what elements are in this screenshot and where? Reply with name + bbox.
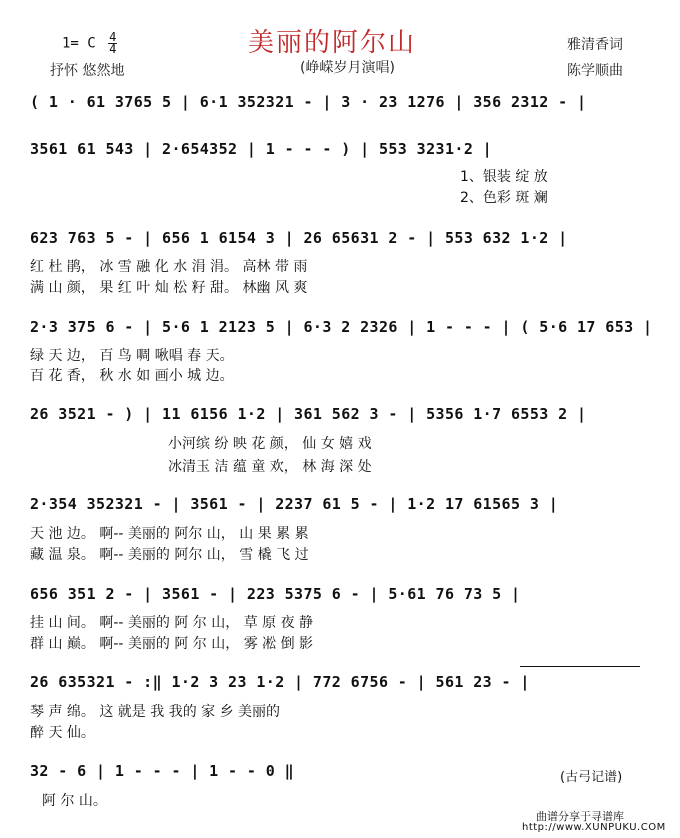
key-signature: 1= C $\frac{4}{4}$ xyxy=(62,30,117,56)
site-url-watermark[interactable]: http://www.XUNPUKU.COM xyxy=(522,822,666,833)
system-7-lyric-1: 挂 山 间。 啊-- 美丽的 阿 尔 山， 草 原 夜 静 xyxy=(30,615,314,631)
system-3-notation: 623 763 5 - | 656 1 6154 3 | 26 65631 2 - | 553 632 1·2 | xyxy=(30,229,568,247)
tempo-mood: 抒怀 悠然地 xyxy=(50,63,125,79)
system-8-lyric-1: 琴 声 绵。 这 就是 我 我的 家 乡 美丽的 xyxy=(30,704,281,720)
system-7-notation: 656 351 2 - | 3561 - | 223 5375 6 - | 5·61 76 73 5 | xyxy=(30,585,521,603)
system-9-lyric-1: 阿 尔 山。 xyxy=(42,793,107,809)
system-7-lyric-2: 群 山 巅。 啊-- 美丽的 阿 尔 山， 雾 凇 倒 影 xyxy=(30,636,314,652)
system-4-lyric-1: 绿 天 边， 百 鸟 啁 啾唱 春 天。 xyxy=(30,348,234,364)
system-5-lyric-1: 小河缤 纷 映 花 颜， 仙 女 嬉 戏 xyxy=(168,436,372,452)
system-8-lyric-2: 醉 天 仙。 xyxy=(30,725,95,741)
system-2-lyric-1: 1、银装 绽 放 xyxy=(460,169,548,185)
system-6-lyric-2: 藏 温 泉。 啊-- 美丽的 阿尔 山， 雪 橇 飞 过 xyxy=(30,547,309,563)
slur-line xyxy=(520,666,640,667)
system-4-notation: 2·3 375 6 - | 5·6 1 2123 5 | 6·3 2 2326 | 1 - - - | ( 5·6 17 653 | xyxy=(30,318,653,336)
system-8-notation: 26 635321 - :‖ 1·2 3 23 1·2 | 772 6756 - | 561 23 - | xyxy=(30,673,530,691)
system-3-lyric-2: 满 山 颜， 果 红 叶 灿 松 籽 甜。 林幽 风 爽 xyxy=(30,280,308,296)
system-1-notation: ( 1 · 61 3765 5 | 6·1 352321 - | 3 · 23 1276 | 356 2312 - | xyxy=(30,93,587,111)
system-2-lyric-2: 2、色彩 斑 斓 xyxy=(460,190,548,206)
system-4-lyric-2: 百 花 香， 秋 水 如 画小 城 边。 xyxy=(30,368,234,384)
time-signature: $\frac{4}{4}$ xyxy=(109,30,117,56)
transcriber-credit: (古弓记谱) xyxy=(560,770,623,785)
performer-credit: (峥嵘岁月演唱) xyxy=(300,60,395,76)
system-5-lyric-2: 冰清玉 洁 蕴 童 欢， 林 海 深 处 xyxy=(168,459,372,475)
system-9-notation: 32 - 6 | 1 - - - | 1 - - 0 ‖ xyxy=(30,762,295,780)
song-title: 美丽的阿尔山 xyxy=(248,28,417,58)
lyricist-credit: 雅清香词 xyxy=(567,37,623,53)
share-watermark: 曲谱分享于寻谱库 xyxy=(536,810,624,823)
system-6-lyric-1: 天 池 边。 啊-- 美丽的 阿尔 山， 山 果 累 累 xyxy=(30,526,309,542)
system-2-notation: 3561 61 543 | 2·654352 | 1 - - - ) | 553 3231·2 | xyxy=(30,140,493,158)
system-6-notation: 2·354 352321 - | 3561 - | 2237 61 5 - | 1·2 17 61565 3 | xyxy=(30,495,559,513)
system-5-notation: 26 3521 - ) | 11 6156 1·2 | 361 562 3 - | 5356 1·7 6553 2 | xyxy=(30,405,587,423)
system-3-lyric-1: 红 杜 鹃， 冰 雪 融 化 水 涓 涓。 高林 带 雨 xyxy=(30,259,308,275)
composer-credit: 陈学顺曲 xyxy=(567,63,623,79)
